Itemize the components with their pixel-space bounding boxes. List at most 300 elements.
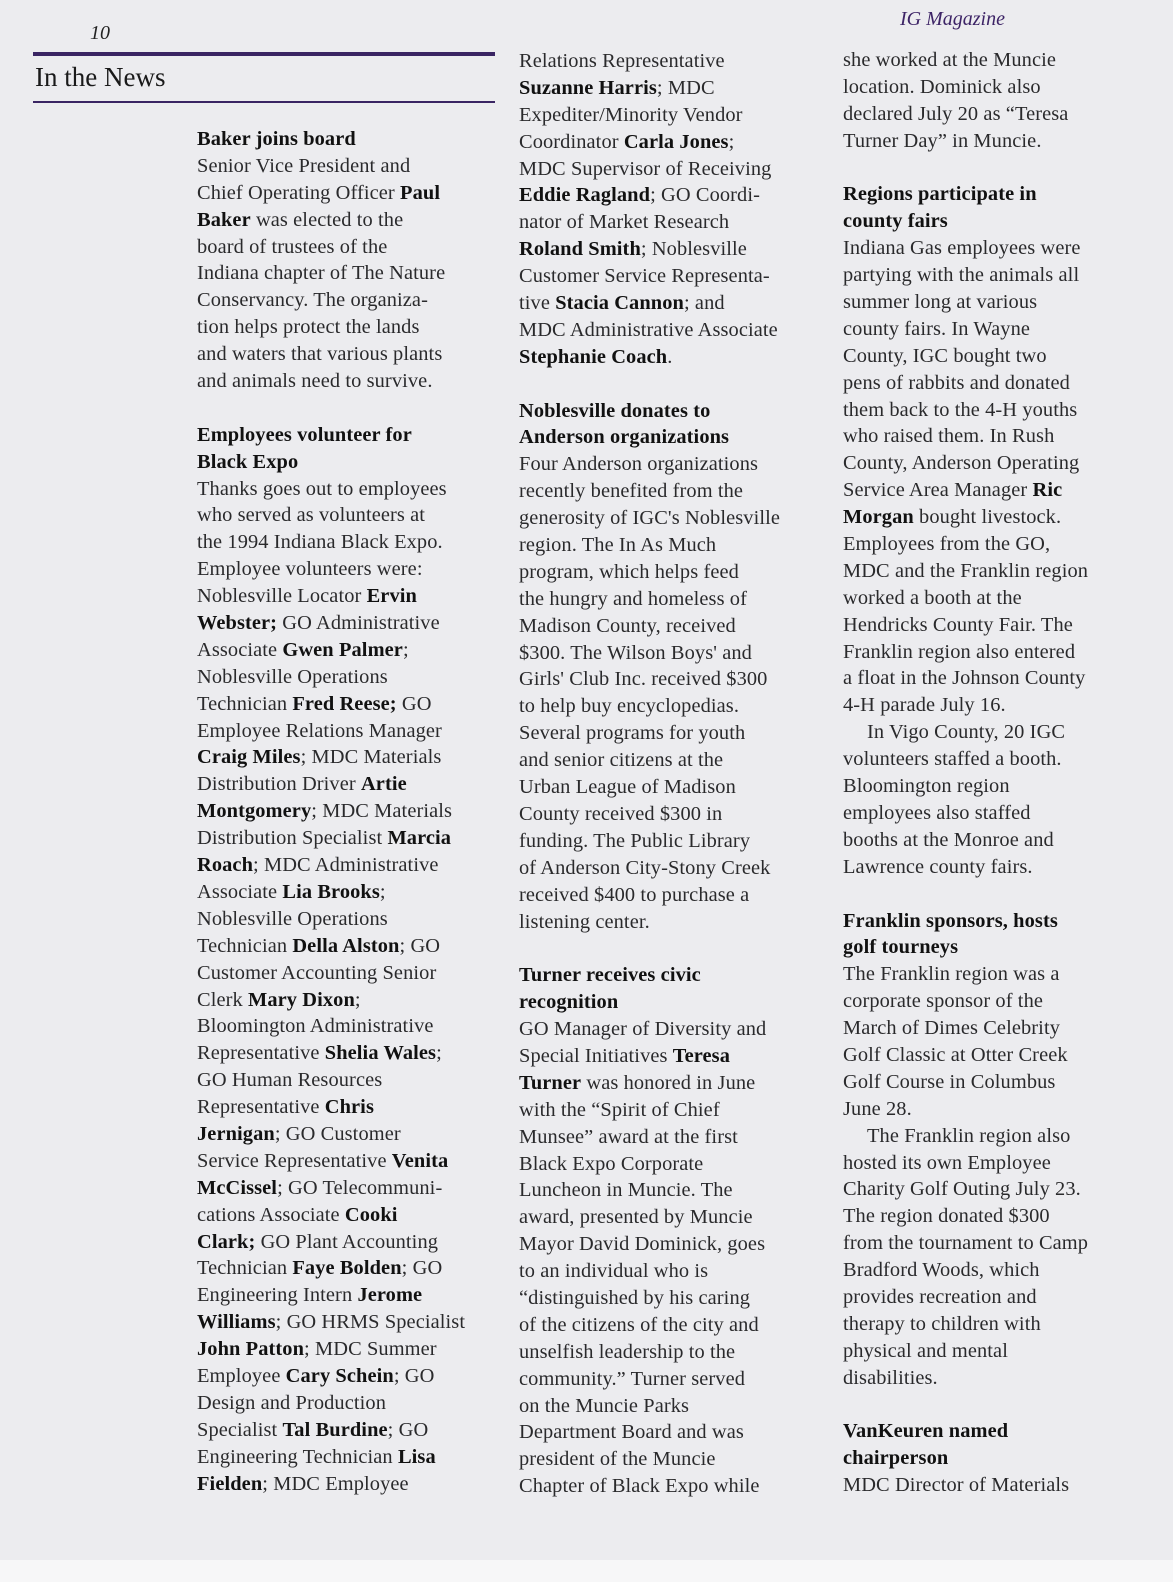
- body-line: [519, 1312, 819, 1339]
- publication-name: IG Magazine: [900, 8, 1005, 30]
- text-run: funding. The Public Library: [519, 829, 751, 852]
- body-line: [197, 1336, 497, 1363]
- body-line: [519, 75, 819, 102]
- text-run: Clerk: [197, 988, 248, 1011]
- text-run: Franklin sponsors, hosts: [843, 909, 1058, 932]
- body-line: [843, 1230, 1143, 1257]
- article-headline: [519, 989, 819, 1016]
- body-line: [197, 502, 497, 529]
- person-name: Baker: [197, 208, 251, 231]
- text-run: Distribution Driver: [197, 773, 361, 796]
- text-run: Customer Accounting Senior: [197, 961, 437, 984]
- article-column-1: [197, 126, 497, 1497]
- text-run: declared July 20 as “Teresa: [843, 102, 1069, 125]
- text-run: and senior citizens at the: [519, 749, 724, 772]
- text-run: “distinguished by his caring: [519, 1286, 751, 1309]
- scan-edge: [0, 1560, 1173, 1582]
- body-line: [197, 556, 497, 583]
- text-run: Girls' Club Inc. received $300: [519, 668, 768, 691]
- person-name: Roland Smith: [519, 238, 641, 261]
- body-line: [197, 529, 497, 556]
- body-line: [843, 343, 1143, 370]
- text-run: Turner Day” in Muncie.: [843, 129, 1042, 152]
- text-run: them back to the 4-H youths: [843, 398, 1078, 421]
- body-line: [197, 368, 497, 395]
- text-run: Associate: [197, 638, 283, 661]
- text-run: board of trustees of the: [197, 235, 388, 258]
- body-line: [519, 666, 819, 693]
- body-line: [197, 664, 497, 691]
- article-headline: [843, 908, 1143, 935]
- body-line: [197, 987, 497, 1014]
- text-run: and animals need to survive.: [197, 370, 433, 393]
- person-name: John Patton: [197, 1338, 305, 1361]
- body-line: [519, 478, 819, 505]
- body-line: [519, 48, 819, 75]
- text-run: Franklin region also entered: [843, 640, 1076, 663]
- body-line: [519, 1419, 819, 1446]
- body-line: [519, 505, 819, 532]
- body-line: [197, 798, 497, 825]
- article-headline: [197, 126, 497, 153]
- text-run: $300. The Wilson Boys' and: [519, 641, 752, 664]
- article-headline: [197, 449, 497, 476]
- body-line: [519, 532, 819, 559]
- body-line: [519, 290, 819, 317]
- text-run: county fairs: [843, 210, 948, 233]
- body-line: [843, 961, 1143, 988]
- body-line: [197, 476, 497, 503]
- person-name: Ric: [1032, 479, 1063, 502]
- text-run: location. Dominick also: [843, 75, 1041, 98]
- body-line: [197, 691, 497, 718]
- text-run: a float in the Johnson County: [843, 667, 1086, 690]
- text-run: ; GO Coordi-: [650, 184, 761, 207]
- page-number: 10: [90, 22, 110, 44]
- text-run: to help buy encyclopedias.: [519, 695, 740, 718]
- text-run: employees also staffed: [843, 801, 1031, 824]
- person-name: Marcia: [387, 827, 452, 850]
- body-line: [843, 504, 1143, 531]
- text-run: recognition: [519, 991, 619, 1014]
- paragraph-gap: [843, 1392, 1143, 1419]
- text-run: Bloomington region: [843, 775, 1010, 798]
- text-run: of the citizens of the city and: [519, 1313, 759, 1336]
- text-run: on the Muncie Parks: [519, 1394, 690, 1417]
- body-line: [197, 153, 497, 180]
- text-run: was honored in June: [581, 1071, 756, 1094]
- body-line: [197, 744, 497, 771]
- text-run: ; MDC Administrative: [253, 854, 439, 877]
- text-run: Bradford Woods, which: [843, 1259, 1040, 1282]
- text-run: Conservancy. The organiza-: [197, 289, 428, 312]
- body-line: [843, 558, 1143, 585]
- article-headline: [843, 1445, 1143, 1472]
- text-run: golf tourneys: [843, 936, 959, 959]
- text-run: VanKeuren named: [843, 1420, 1009, 1443]
- body-line: [519, 263, 819, 290]
- body-line: [519, 1285, 819, 1312]
- text-run: was elected to the: [250, 208, 404, 231]
- text-run: ;: [728, 130, 735, 153]
- body-line: [843, 1257, 1143, 1284]
- body-line: [519, 882, 819, 909]
- person-name: Fielden: [197, 1472, 263, 1495]
- text-run: ;: [354, 988, 361, 1011]
- body-line: [843, 665, 1143, 692]
- text-run: pens of rabbits and donated: [843, 371, 1070, 394]
- body-line: [519, 129, 819, 156]
- body-line: [197, 771, 497, 798]
- article-headline: [197, 422, 497, 449]
- body-line: [197, 1390, 497, 1417]
- text-run: GO Manager of Diversity and: [519, 1018, 767, 1041]
- text-run: The region donated $300: [843, 1205, 1050, 1228]
- text-run: GO Human Resources: [197, 1069, 383, 1092]
- text-run: award, presented by Muncie: [519, 1206, 753, 1229]
- body-line: [519, 317, 819, 344]
- person-name: Gwen Palmer: [282, 638, 403, 661]
- body-line: [519, 613, 819, 640]
- text-run: disabilities.: [843, 1366, 938, 1389]
- text-run: received $400 to purchase a: [519, 883, 750, 906]
- text-run: Employee: [197, 1364, 286, 1387]
- text-run: hosted its own Employee: [843, 1151, 1051, 1174]
- text-run: the 1994 Indiana Black Expo.: [197, 531, 443, 554]
- body-line: [519, 693, 819, 720]
- body-line: [519, 909, 819, 936]
- person-name: Cary Schein: [285, 1364, 394, 1387]
- person-name: Teresa: [672, 1044, 731, 1067]
- text-run: program, which helps feed: [519, 560, 739, 583]
- text-run: Four Anderson organizations: [519, 453, 759, 476]
- text-run: Technician: [197, 934, 293, 957]
- text-run: GO: [396, 692, 432, 715]
- text-run: president of the Muncie: [519, 1448, 716, 1471]
- body-line: [843, 450, 1143, 477]
- text-run: who raised them. In Rush: [843, 425, 1055, 448]
- body-line: [843, 1042, 1143, 1069]
- text-run: June 28.: [843, 1097, 912, 1120]
- text-run: cations Associate: [197, 1203, 345, 1226]
- body-line: [843, 1015, 1143, 1042]
- text-run: Representative: [197, 1096, 325, 1119]
- body-line: [519, 1258, 819, 1285]
- text-run: MDC Supervisor of Receiving: [519, 157, 772, 180]
- text-run: Employee Relations Manager: [197, 719, 442, 742]
- text-run: therapy to children with: [843, 1312, 1041, 1335]
- text-run: of Anderson City-Stony Creek: [519, 856, 771, 879]
- text-run: and waters that various plants: [197, 343, 443, 366]
- person-name: Cooki: [344, 1203, 398, 1226]
- body-line: [843, 370, 1143, 397]
- text-run: she worked at the Muncie: [843, 49, 1057, 71]
- text-run: provides recreation and: [843, 1285, 1037, 1308]
- body-line: [197, 879, 497, 906]
- text-run: County, IGC bought two: [843, 344, 1047, 367]
- body-line: [843, 262, 1143, 289]
- body-line: [519, 774, 819, 801]
- body-line: [519, 1177, 819, 1204]
- body-line: [519, 451, 819, 478]
- text-run: Employee volunteers were:: [197, 558, 423, 581]
- text-run: booths at the Monroe and: [843, 828, 1054, 851]
- body-line: [197, 718, 497, 745]
- body-line: [519, 1070, 819, 1097]
- body-line: [843, 531, 1143, 558]
- text-run: ;: [436, 1042, 442, 1065]
- body-line: [197, 1067, 497, 1094]
- article-headline: [843, 181, 1143, 208]
- body-line: [197, 1175, 497, 1202]
- text-run: Service Area Manager: [843, 479, 1033, 502]
- body-line: [519, 209, 819, 236]
- text-run: ; GO: [393, 1364, 435, 1387]
- text-run: Munsee” award at the first: [519, 1125, 738, 1148]
- text-run: MDC Administrative Associate: [519, 318, 778, 341]
- person-name: Tal Burdine: [282, 1418, 388, 1441]
- text-run: listening center.: [519, 910, 650, 933]
- body-line: [197, 260, 497, 287]
- person-name: Eddie Ragland: [519, 184, 651, 207]
- body-line: [843, 316, 1143, 343]
- body-line: [843, 827, 1143, 854]
- body-line: [197, 234, 497, 261]
- text-run: Department Board and was: [519, 1421, 744, 1444]
- body-line: [197, 610, 497, 637]
- paragraph-gap: [843, 881, 1143, 908]
- person-name: Venita: [391, 1149, 449, 1172]
- body-line: [197, 583, 497, 610]
- body-line: [843, 988, 1143, 1015]
- text-run: county fairs. In Wayne: [843, 317, 1031, 340]
- person-name: Williams: [197, 1311, 276, 1334]
- person-name: Chris: [324, 1096, 374, 1119]
- text-run: with the “Spirit of Chief: [519, 1098, 720, 1121]
- text-run: MDC and the Franklin region: [843, 559, 1089, 582]
- text-run: Special Initiatives: [519, 1044, 673, 1067]
- person-name: Shelia Wales: [324, 1042, 437, 1065]
- body-line: [197, 341, 497, 368]
- paragraph-gap: [519, 371, 819, 398]
- person-name: McCissel: [197, 1176, 278, 1199]
- body-line: [519, 559, 819, 586]
- text-run: recently benefited from the: [519, 480, 744, 503]
- paragraph-gap: [197, 395, 497, 422]
- text-run: Turner receives civic: [519, 964, 701, 987]
- text-run: corporate sponsor of the: [843, 990, 1044, 1013]
- body-line: [197, 852, 497, 879]
- article-column-3: [843, 47, 1143, 1499]
- text-run: Luncheon in Muncie. The: [519, 1179, 733, 1202]
- text-run: Service Representative: [197, 1149, 392, 1172]
- text-run: Relations Representative: [519, 50, 725, 72]
- person-name: Montgomery: [197, 800, 312, 823]
- text-run: tive: [519, 292, 556, 315]
- text-run: Noblesville Operations: [197, 665, 388, 688]
- text-run: Engineering Intern: [197, 1284, 358, 1307]
- body-line: [843, 773, 1143, 800]
- text-run: Hendricks County Fair. The: [843, 613, 1073, 636]
- text-run: from the tournament to Camp: [843, 1232, 1089, 1255]
- body-line: [197, 287, 497, 314]
- person-name: Morgan: [843, 506, 914, 529]
- text-run: ; GO Telecommuni-: [277, 1176, 443, 1199]
- body-line: [519, 1473, 819, 1500]
- text-run: Distribution Specialist: [197, 827, 388, 850]
- text-run: Senior Vice President and: [197, 154, 411, 177]
- text-run: summer long at various: [843, 291, 1038, 314]
- body-line: [197, 1444, 497, 1471]
- body-line: [197, 1229, 497, 1256]
- text-run: ;: [402, 638, 409, 661]
- body-line: [843, 585, 1143, 612]
- text-run: Customer Service Representa-: [519, 265, 770, 288]
- body-line: [843, 1096, 1143, 1123]
- body-line: [197, 1255, 497, 1282]
- body-line: [843, 1150, 1143, 1177]
- body-line: [843, 1176, 1143, 1203]
- body-line: [843, 397, 1143, 424]
- person-name: Artie: [360, 773, 407, 796]
- body-line: [197, 1013, 497, 1040]
- text-run: Baker joins board: [197, 128, 356, 150]
- person-name: Roach: [197, 854, 254, 877]
- body-line: [197, 1121, 497, 1148]
- person-name: Jerome: [357, 1284, 423, 1307]
- article-headline: [519, 424, 819, 451]
- text-run: Indiana Gas employees were: [843, 237, 1081, 260]
- body-line: [843, 692, 1143, 719]
- body-line: [519, 801, 819, 828]
- body-line: [843, 101, 1143, 128]
- text-run: ; MDC Summer: [304, 1338, 437, 1361]
- text-run: worked a booth at the: [843, 586, 1022, 609]
- person-name: Faye Bolden: [292, 1257, 402, 1280]
- body-line: [519, 586, 819, 613]
- body-line: [519, 640, 819, 667]
- body-line: [197, 180, 497, 207]
- text-run: generosity of IGC's Noblesville: [519, 507, 781, 530]
- body-line: [197, 1148, 497, 1175]
- text-run: Regions participate in: [843, 183, 1037, 206]
- body-line: [843, 1472, 1143, 1499]
- person-name: Craig Miles: [197, 746, 301, 769]
- text-run: Charity Golf Outing July 23.: [843, 1178, 1081, 1201]
- text-run: Black Expo Corporate: [519, 1152, 704, 1175]
- text-run: Technician: [197, 692, 293, 715]
- text-run: Madison County, received: [519, 614, 736, 637]
- text-run: Chapter of Black Expo while: [519, 1475, 760, 1498]
- text-run: Lawrence county fairs.: [843, 855, 1033, 878]
- paragraph-gap: [843, 155, 1143, 182]
- text-run: Employees volunteer for: [197, 423, 412, 446]
- article-headline: [843, 934, 1143, 961]
- person-name: Jernigan: [197, 1122, 275, 1145]
- body-line: [843, 719, 1143, 746]
- text-run: Urban League of Madison: [519, 776, 736, 799]
- text-run: Golf Course in Columbus: [843, 1070, 1056, 1093]
- text-run: Associate: [197, 880, 283, 903]
- text-run: Anderson organizations: [519, 426, 730, 449]
- body-line: [197, 1094, 497, 1121]
- body-line: [519, 156, 819, 183]
- text-run: ; GO: [399, 934, 441, 957]
- text-run: Employees from the GO,: [843, 533, 1051, 556]
- body-line: [519, 236, 819, 263]
- text-run: ; and: [683, 292, 725, 315]
- person-name: Stacia Cannon: [555, 292, 684, 315]
- text-run: March of Dimes Celebrity: [843, 1017, 1061, 1040]
- person-name: Stephanie Coach: [519, 345, 668, 368]
- body-line: [843, 1338, 1143, 1365]
- text-run: community.” Turner served: [519, 1367, 746, 1390]
- text-run: Thanks goes out to employees: [197, 477, 447, 500]
- text-run: Expediter/Minority Vendor: [519, 103, 743, 126]
- body-line: [519, 1446, 819, 1473]
- text-run: Golf Classic at Otter Creek: [843, 1043, 1068, 1066]
- person-name: Lia Brooks: [282, 880, 380, 903]
- text-run: Specialist: [197, 1418, 283, 1441]
- text-run: Indiana chapter of The Nature: [197, 262, 446, 285]
- person-name: Carla Jones: [623, 130, 729, 153]
- text-run: Mayor David Dominick, goes: [519, 1233, 766, 1256]
- text-run: ; MDC Materials: [300, 746, 442, 769]
- text-run: Design and Production: [197, 1391, 386, 1414]
- section-title: In the News: [35, 62, 166, 92]
- body-line: [843, 477, 1143, 504]
- text-run: to an individual who is: [519, 1260, 709, 1283]
- body-line: [843, 47, 1143, 74]
- body-line: [843, 289, 1143, 316]
- body-line: [197, 1417, 497, 1444]
- body-line: [519, 1393, 819, 1420]
- text-run: Engineering Technician: [197, 1445, 398, 1468]
- text-run: GO Plant Accounting: [255, 1230, 439, 1253]
- body-line: [843, 128, 1143, 155]
- text-run: MDC Director of Materials: [843, 1474, 1070, 1497]
- text-run: County received $300 in: [519, 802, 723, 825]
- article-headline: [519, 398, 819, 425]
- body-line: [519, 720, 819, 747]
- text-run: The Franklin region was a: [843, 963, 1060, 986]
- body-line: [197, 933, 497, 960]
- person-name: Lisa: [397, 1445, 436, 1468]
- body-line: [197, 1309, 497, 1336]
- body-line: [519, 344, 819, 371]
- body-line: [197, 906, 497, 933]
- text-run: ; MDC: [656, 76, 715, 99]
- text-run: Noblesville donates to: [519, 399, 711, 422]
- text-run: chairperson: [843, 1447, 949, 1470]
- text-run: ; GO HRMS Specialist: [275, 1311, 466, 1334]
- text-run: Coordinator: [519, 130, 624, 153]
- person-name: Clark;: [197, 1230, 256, 1253]
- text-run: who served as volunteers at: [197, 504, 426, 527]
- body-line: [843, 746, 1143, 773]
- text-run: Representative: [197, 1042, 325, 1065]
- text-run: ; GO: [401, 1257, 443, 1280]
- text-run: ; GO Customer: [274, 1122, 401, 1145]
- text-run: ; GO: [387, 1418, 429, 1441]
- body-line: [519, 1204, 819, 1231]
- body-line: [197, 1282, 497, 1309]
- body-line: [197, 314, 497, 341]
- article-column-2: [519, 48, 819, 1500]
- text-run: .: [667, 345, 673, 368]
- body-line: [519, 102, 819, 129]
- person-name: Mary Dixon: [248, 988, 355, 1011]
